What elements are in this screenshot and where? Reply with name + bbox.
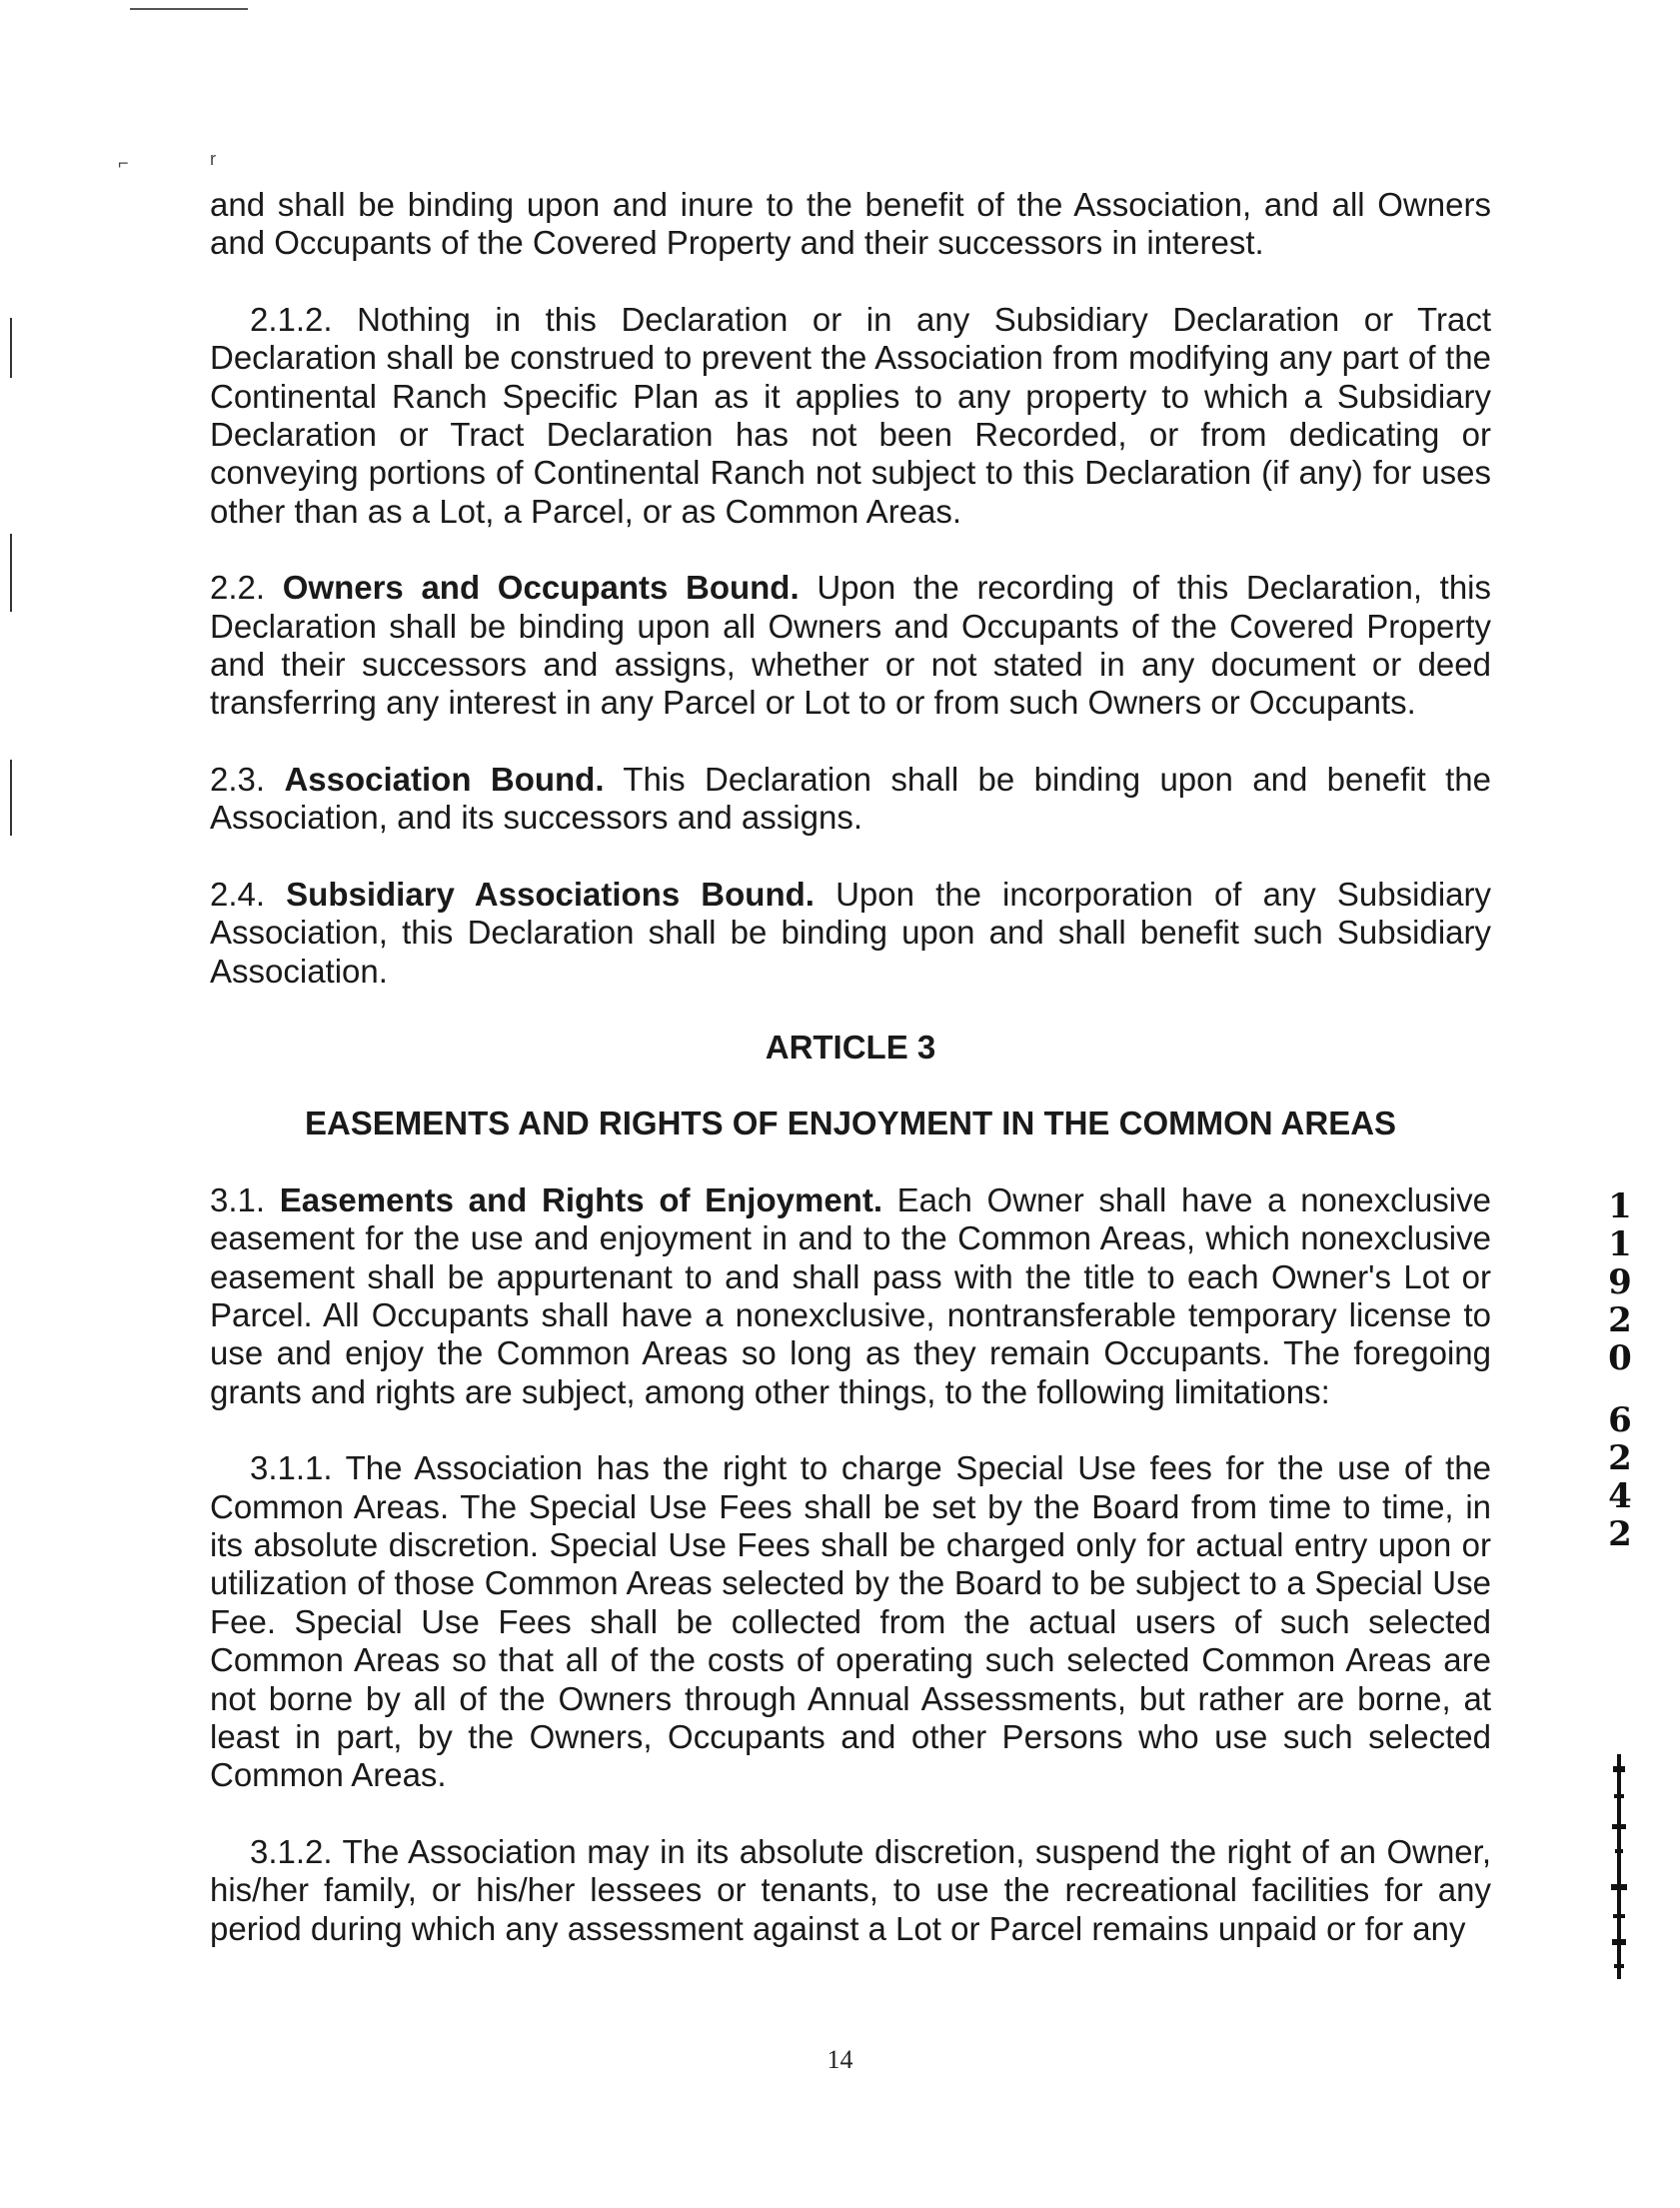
stamp-digit: 2 [1608, 1514, 1632, 1554]
section-text: Upon the incorporation of any Subsidiary Association, this Declaration shall be binding upon and shall benefit such Subsidiary Association. [210, 875, 1491, 990]
section-title: Owners and Occupants Bound. [282, 569, 800, 607]
revision-bar [10, 318, 12, 378]
section-2-1-2: 2.1.2. Nothing in this Declaration or in any Subsidiary Declaration or Tract Declaration shall be construed to prevent the Association from modifying any part of the Continental Ranch Specific Plan as it applies to any property to which a Subsidiary Declaration or Tract Declaration has not been Recorded, or from dedicating or conveying portions of Continental Ranch not subject to this Declaration (if any) for uses other than as a Lot, a Parcel, or as Common Areas. [210, 300, 1491, 530]
document-body [210, 186, 1491, 1986]
section-3-1 [210, 1181, 1491, 1411]
stamp-digit: 2 [1608, 1438, 1632, 1478]
stamp-digit: 0 [1608, 1338, 1632, 1378]
stamp-digit: 4 [1608, 1476, 1632, 1516]
section-2-2 [210, 569, 1491, 723]
revision-bar [10, 534, 12, 612]
scan-tick-mark: r [210, 149, 216, 169]
section-text: Upon the recording of this Declaration, this Declaration shall be binding upon all Owners and Occupants of the Covered Property and their successors and assigns, whether or not stated in any document or deed transferring any interest in any Parcel or Lot to or from such Owners or Occupants. [210, 569, 1492, 722]
section-number: 2.3. [210, 760, 266, 798]
page-number: 14 [827, 2045, 853, 2074]
stamp-digit: 1 [1608, 1224, 1632, 1264]
section-3-1-2: 3.1.2. The Association may in its absolute discretion, suspend the right of an Owner, his/her family, or his/her lessees or tenants, to use the recreational facilities for any period during which any assessment against a Lot or Parcel remains unpaid or for any [210, 1832, 1491, 1947]
top-scan-rule [130, 8, 248, 10]
stamp-digit: 6 [1608, 1400, 1632, 1440]
section-text: Each Owner shall have a nonexclusive easement for the use and enjoyment in and to the Common Areas, which nonexclusive easement shall be appurtenant to and shall pass with the title to each Owner's Lot or Parcel. All Occupants shall have a nonexclusive, nontransferable temporary license to use and enjoy the Common Areas so long as they remain Occupants. The foregoing grants and rights are subject, among other things, to the following limitations: [210, 1180, 1491, 1410]
scan-tick-mark: ⌐ [118, 153, 129, 173]
article-heading: ARTICLE 3 [765, 1028, 936, 1066]
section-2-3 [210, 761, 1491, 838]
stamp-digit: 2 [1608, 1300, 1632, 1340]
section-3-1-1: 3.1.1. The Association has the right to charge Special Use fees for the use of the Common Areas. The Special Use Fees shall be set by the Board from time to time, in its absolute discretion. Special Use Fees shall be charged only for actual entry upon or utilization of those Common Areas selected by the Board to be subject to a Special Use Fee. Special Use Fees shall be collected from the actual users of such selected Common Areas so that all of the costs of operating such selected Common Areas are not borne by all of the Owners through Annual Assessments, but rather are borne, at least in part, by the Owners, Occupants and other Persons who use such selected Common Areas. [210, 1449, 1491, 1794]
stamp-digit: 9 [1608, 1262, 1632, 1302]
section-title: Association Bound. [284, 760, 605, 798]
barcode-stamp [1599, 1754, 1639, 1979]
stamp-digit: 1 [1608, 1186, 1632, 1226]
paragraph-continuation: and shall be binding upon and inure to the benefit of the Association, and all Owners and Occupants of the Covered Property and their successors in interest. [210, 186, 1491, 262]
section-title: Subsidiary Associations Bound. [286, 875, 815, 913]
section-text: This Declaration shall be binding upon and benefit the Association, and its successors and assigns. [210, 760, 1492, 837]
section-2-4 [210, 876, 1491, 991]
section-number: 3.1. [210, 1180, 266, 1218]
revision-bar [10, 760, 12, 836]
section-title: Easements and Rights of Enjoyment. [279, 1180, 882, 1218]
section-number: 2.2. [210, 569, 266, 607]
article-title: EASEMENTS AND RIGHTS OF ENJOYMENT IN THE COMMON AREAS [304, 1104, 1397, 1142]
recording-number-stamp [1599, 1187, 1641, 1553]
section-number: 2.4. [210, 875, 266, 913]
